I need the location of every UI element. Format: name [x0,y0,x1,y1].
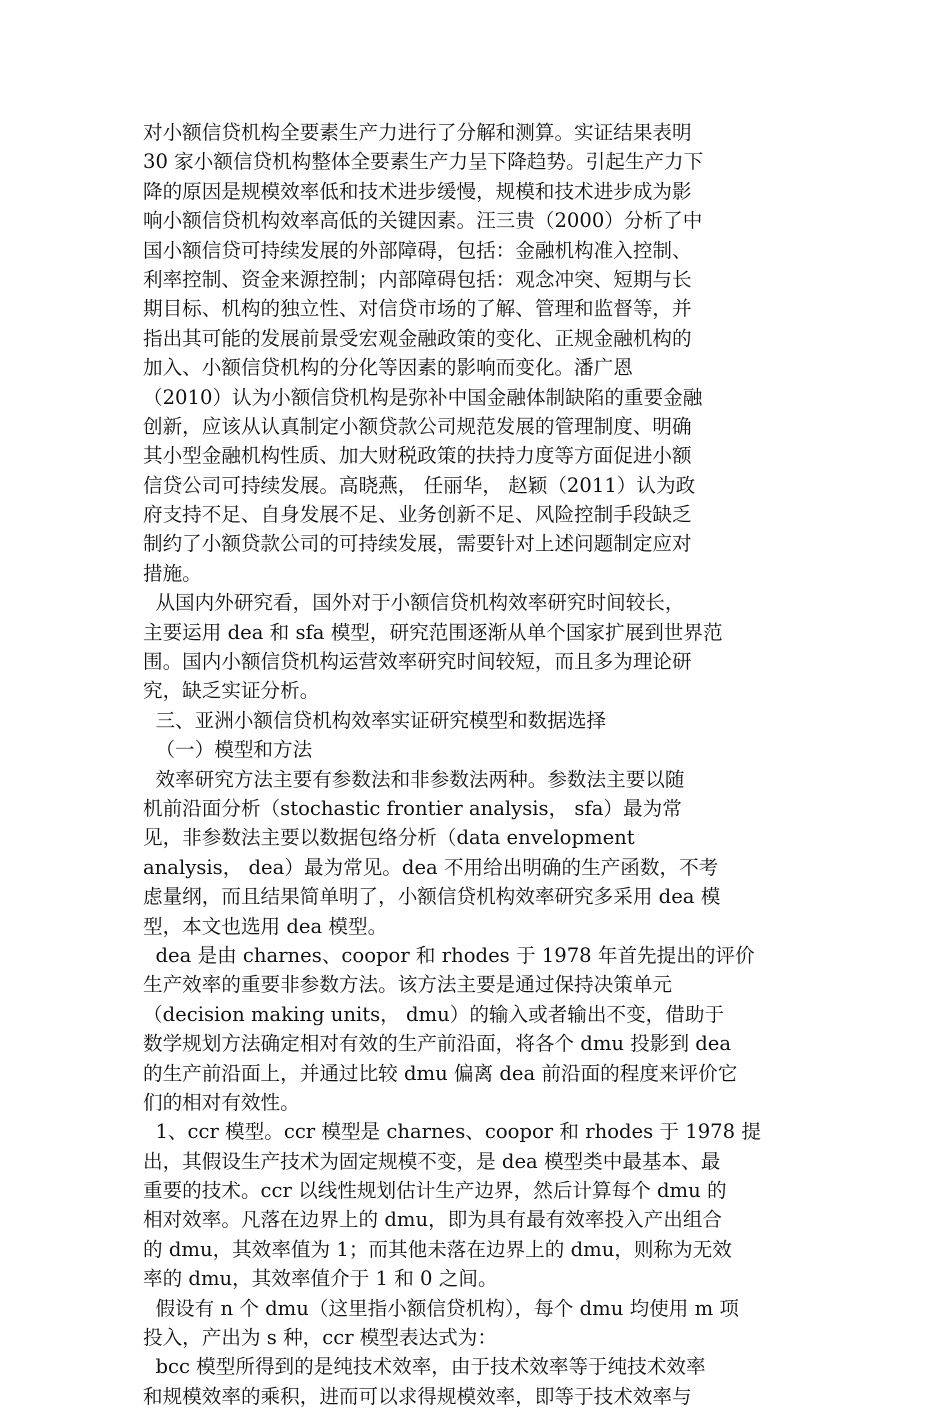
text-line: 虑量纲，而且结果简单明了，小额信贷机构效率研究多采用 dea 模 [143,885,721,909]
subsection-heading: （一）模型和方法 [143,738,313,762]
text-line: 国小额信贷可持续发展的外部障碍，包括：金融机构准入控制、 [143,238,692,262]
document-body [143,118,793,1411]
text-line: 究，缺乏实证分析。 [143,679,320,703]
text-line: （2010）认为小额信贷机构是弥补中国金融体制缺陷的重要金融 [143,385,703,409]
text-line: 重要的技术。ccr 以线性规划估计生产边界，然后计算每个 dmu 的 [143,1179,727,1203]
text-line: 其小型金融机构性质、加大财税政策的扶持力度等方面促进小额 [143,444,692,468]
text-line: （decision making units， dmu）的输入或者输出不变，借助于 [143,1002,725,1026]
text-line: 们的相对有效性。 [143,1090,300,1114]
text-line: 加入、小额信贷机构的分化等因素的影响而变化。潘广恩 [143,356,633,380]
text-line: 对小额信贷机构全要素生产力进行了分解和测算。实证结果表明 [143,121,692,144]
text-line: 主要运用 dea 和 sfa 模型，研究范围逐渐从单个国家扩展到世界范 [143,620,723,644]
text-line: dea 是由 charnes、coopor 和 rhodes 于 1978 年首先提出的评价 [143,943,755,967]
text-line: 期目标、机构的独立性、对信贷市场的了解、管理和监督等，并 [143,297,692,321]
text-line: 响小额信贷机构效率高低的关键因素。汪三贵（2000）分析了中 [143,209,703,233]
text-line: 降的原因是规模效率低和技术进步缓慢，规模和技术进步成为影 [143,179,692,203]
text-line: analysis， dea）最为常见。dea 不用给出明确的生产函数，不考 [143,855,719,879]
text-line: 围。国内小额信贷机构运营效率研究时间较短，而且多为理论研 [143,650,692,674]
text-line: 和规模效率的乘积，进而可以求得规模效率，即等于技术效率与 [143,1384,692,1408]
text-line: 30 家小额信贷机构整体全要素生产力呈下降趋势。引起生产力下 [143,150,704,174]
text-line: 数学规划方法确定相对有效的生产前沿面，将各个 dmu 投影到 dea [143,1032,732,1056]
text-line: 利率控制、资金来源控制；内部障碍包括：观念冲突、短期与长 [143,267,692,291]
text-line: bcc 模型所得到的是纯技术效率，由于技术效率等于纯技术效率 [143,1355,706,1379]
text-line: 创新，应该从认真制定小额贷款公司规范发展的管理制度、明确 [143,414,692,438]
text-line: 效率研究方法主要有参数法和非参数法两种。参数法主要以随 [143,767,685,791]
text-line: 见，非参数法主要以数据包络分析（data envelopment [143,826,635,850]
section-heading: 三、亚洲小额信贷机构效率实证研究模型和数据选择 [143,708,607,732]
text-line: 的 dmu，其效率值为 1；而其他未落在边界上的 dmu，则称为无效 [143,1237,732,1261]
text-line: 从国内外研究看，国外对于小额信贷机构效率研究时间较长， [143,591,685,615]
text-line: 机前沿面分析（stochastic frontier analysis， sfa）最为常 [143,796,682,820]
text-line: 出，其假设生产技术为固定规模不变，是 dea 模型类中最基本、最 [143,1149,721,1173]
text-line: 措施。 [143,561,202,585]
text-line: 率的 dmu，其效率值介于 1 和 0 之间。 [143,1267,498,1291]
text-line: 相对效率。凡落在边界上的 dmu，即为具有最有效率投入产出组合 [143,1208,723,1232]
text-line: 1、ccr 模型。ccr 模型是 charnes、coopor 和 rhodes 于 1978 提 [143,1120,761,1144]
text-line: 生产效率的重要非参数方法。该方法主要是通过保持决策单元 [143,973,673,997]
text-line: 的生产前沿面上，并通过比较 dmu 偏离 dea 前沿面的程度来评价它 [143,1061,738,1085]
text-line: 指出其可能的发展前景受宏观金融政策的变化、正规金融机构的 [143,326,692,350]
text-line: 假设有 n 个 dmu（这里指小额信贷机构），每个 dmu 均使用 m 项 [143,1296,739,1320]
text-line: 信贷公司可持续发展。高晓燕， 任丽华， 赵颖（2011）认为政 [143,473,696,497]
text-line: 投入，产出为 s 种，ccr 模型表达式为： [143,1326,497,1350]
text-line: 府支持不足、自身发展不足、业务创新不足、风险控制手段缺乏 [143,503,692,527]
text-line: 型，本文也选用 dea 模型。 [143,914,388,938]
text-line: 制约了小额贷款公司的可持续发展，需要针对上述问题制定应对 [143,532,692,556]
